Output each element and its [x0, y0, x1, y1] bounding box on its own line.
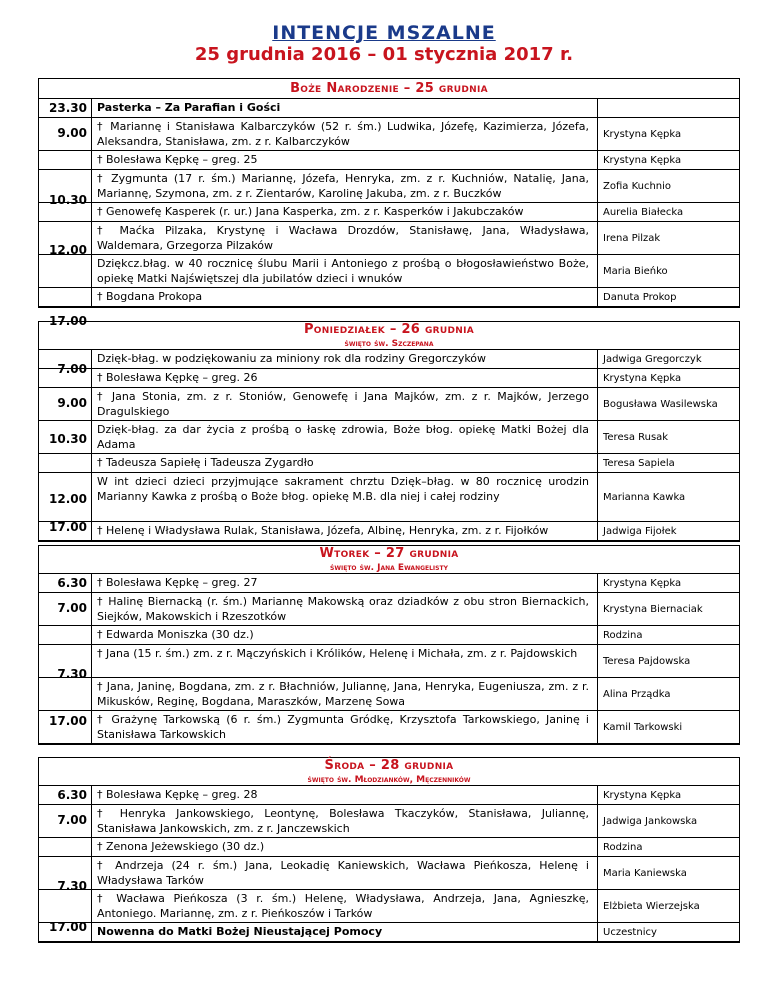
table-row [39, 711, 739, 744]
mass-time: 7.00 [57, 362, 87, 376]
table-row [39, 786, 739, 805]
table-row [39, 473, 739, 522]
table-row [39, 421, 739, 454]
table-row [39, 454, 739, 473]
table-row [39, 626, 739, 645]
intention-text: † Tadeusza Sapiełę i Tadeusza Zygardło [97, 456, 314, 469]
mass-time: 12.00 [49, 243, 87, 257]
intention-text: † Maćka Pilzaka, Krystynę i Wacława Drozdów, Stanisławę, Jana, Władysława, Waldemara, Grzegorza Pilzaków [97, 224, 589, 252]
requester: Kamil Tarkowski [597, 711, 739, 743]
intention-text: † Helenę i Władysława Rulak, Stanisława, Józefa, Albinę, Henryka, zm. z r. Fijołków [97, 524, 549, 537]
requester: Krystyna Kępka [597, 574, 739, 592]
table-row [39, 222, 739, 255]
mass-time: 6.30 [57, 576, 87, 590]
section-title: Środa – 28 grudnia [324, 758, 454, 773]
mass-time: 17.00 [49, 920, 87, 934]
intention-text: † Henryka Jankowskiego, Leontynę, Bolesława Tkaczyków, Stanisława, Juliannę, Stanisława Jankowskich, zm. z r. Janczewskich [97, 807, 589, 835]
section-subtitle: święto św. Jana Ewangelisty [330, 563, 448, 573]
section-header [39, 322, 739, 350]
intention-text: † Jana, Janinę, Bogdana, zm. z r. Błachniów, Juliannę, Jana, Henryka, Eugeniusza, zm. z r. Mikusków, Reginę, Bogdana, Maraszków, Marzenę Sowa [97, 680, 589, 708]
section-header [39, 546, 739, 574]
mass-time: 17.00 [49, 520, 87, 534]
section-header [39, 758, 739, 786]
requester: Krystyna Kępka [597, 369, 739, 387]
intention-text: Dziękcz.błag. w 40 rocznicę ślubu Marii i Antoniego z prośbą o błogosławieństwo Boże, opiekę Matki Najświętszej dla jubilatów dzieci i wnuków [97, 257, 589, 285]
section-tuesday [38, 545, 740, 745]
page-title: INTENCJE MSZALNE [272, 22, 496, 44]
requester: Danuta Prokop [597, 288, 739, 306]
requester: Maria Bieńko [597, 255, 739, 287]
requester [597, 99, 739, 117]
table-row [39, 574, 739, 593]
table-row [39, 151, 739, 170]
table-row [39, 805, 739, 838]
requester: Marianna Kawka [597, 473, 739, 521]
intention-text: † Jana Stonia, zm. z r. Stoniów, Genowefę i Jana Majków, zm. z r. Majków, Jerzego Dragulskiego [97, 390, 589, 418]
intention-text: † Genowefę Kasperek (r. ur.) Jana Kasperka, zm. z r. Kasperków i Jakubczaków [97, 205, 524, 218]
mass-time: 10.30 [49, 193, 87, 207]
mass-time: 9.00 [57, 396, 87, 410]
intention-text: † Zenona Jeżewskiego (30 dz.) [97, 840, 265, 853]
table-row [39, 388, 739, 421]
mass-time: 7.30 [57, 879, 87, 893]
intention-text: † Bolesława Kępkę – greg. 26 [97, 371, 258, 384]
rows [39, 574, 739, 744]
requester: Rodzina [597, 626, 739, 644]
mass-time: 10.30 [49, 432, 87, 446]
section-christmas [38, 78, 740, 328]
mass-time: 7.00 [57, 813, 87, 827]
table-row [39, 890, 739, 923]
intention-text: † Halinę Biernacką (r. śm.) Mariannę Makowską oraz dziadków z obu stron Biernackich, Siejków, Makowskich i Rzeszotków [97, 595, 589, 623]
rows [39, 786, 739, 942]
section-wednesday [38, 757, 740, 943]
mass-time: 7.30 [57, 667, 87, 681]
requester: Jadwiga Fijołek [597, 522, 739, 540]
table-row [39, 857, 739, 890]
mass-time: 9.00 [57, 126, 87, 140]
requester: Teresa Sapiela [597, 454, 739, 472]
intention-text: Pasterka – Za Parafian i Gości [97, 101, 281, 114]
table-row [39, 369, 739, 388]
time-column [39, 99, 92, 328]
section-subtitle: święto św. Szczepana [344, 339, 434, 349]
intention-text: Nowenna do Matki Bożej Nieustającej Pomocy [97, 925, 383, 938]
table-row [39, 522, 739, 541]
time-column [39, 786, 92, 942]
section-title: Boże Narodzenie – 25 grudnia [290, 81, 488, 96]
page-dates: 25 grudnia 2016 – 01 stycznia 2017 r. [194, 44, 574, 65]
requester: Aurelia Białecka [597, 203, 739, 221]
intention-text: † Wacława Pieńkosza (3 r. śm.) Helenę, Władysława, Andrzeja, Jana, Agnieszkę, Antoniego. Mariannę, zm. z r. Pieńkoszów i Tarków [97, 892, 589, 920]
requester: Jadwiga Gregorczyk [597, 350, 739, 368]
table-row [39, 255, 739, 288]
section-title: Poniedziałek – 26 grudnia [303, 322, 475, 337]
requester: Jadwiga Jankowska [597, 805, 739, 837]
table-row [39, 923, 739, 942]
table-row [39, 288, 739, 307]
table-row [39, 118, 739, 151]
intention-text: † Andrzeja (24 r. śm.) Jana, Leokadię Kaniewskich, Wacława Pieńkosza, Helenę i Władysława Tarków [97, 859, 589, 887]
mass-time: 17.00 [49, 314, 87, 328]
intention-text: Dzięk-błag. za dar życia z prośbą o łaskę zdrowia, Boże błog. opiekę Matki Bożej dla Adama [97, 423, 589, 451]
requester: Maria Kaniewska [597, 857, 739, 889]
requester: Krystyna Biernaciak [597, 593, 739, 625]
table-row [39, 350, 739, 369]
table-row [39, 203, 739, 222]
intention-text: † Bogdana Prokopa [97, 290, 203, 303]
requester: Rodzina [597, 838, 739, 856]
requester: Irena Pilzak [597, 222, 739, 254]
intention-text: † Grażynę Tarkowską (6 r. śm.) Zygmunta Gródkę, Krzysztofa Tarkowskiego, Janinę i Stanisława Tarkowskich [97, 713, 589, 741]
table-row [39, 678, 739, 711]
intention-text: W int dzieci dzieci przyjmujące sakrament chrztu Dzięk–błag. w 80 rocznicę urodzin Marianny Kawka z prośbą o Boże błog. opiekę M.B. dla niej i całej rodziny [97, 475, 589, 503]
intention-text: † Bolesława Kępkę – greg. 28 [97, 788, 258, 801]
intention-text: † Mariannę i Stanisława Kalbarczyków (52 r. śm.) Ludwika, Józefę, Kazimierza, Józefa, Aleksandra, Stanisława, zm. z r. Kalbarczyków [97, 120, 589, 148]
requester: Elżbieta Wierzejska [597, 890, 739, 922]
requester: Teresa Pajdowska [597, 645, 739, 677]
section-title: Wtorek – 27 grudnia [319, 546, 459, 561]
table-row [39, 593, 739, 626]
rows [39, 99, 739, 328]
section-header [39, 79, 739, 99]
intention-text: † Bolesława Kępkę – greg. 25 [97, 153, 258, 166]
intention-text: † Zygmunta (17 r. śm.) Mariannę, Józefa, Henryka, zm. z r. Kuchniów, Natalię, Jana, Mariannę, Szymona, zm. z r. Zientarów, Karolinę Jakuba, zm. z r. Buczków [97, 172, 589, 200]
requester: Zofia Kuchnio [597, 170, 739, 202]
intention-text: † Bolesława Kępkę – greg. 27 [97, 576, 258, 589]
requester: Bogusława Wasilewska [597, 388, 739, 420]
table-row [39, 838, 739, 857]
time-column [39, 350, 92, 541]
table-row [39, 170, 739, 203]
mass-time: 12.00 [49, 492, 87, 506]
time-column [39, 574, 92, 744]
intention-text: † Jana (15 r. śm.) zm. z r. Mączyńskich i Królików, Helenę i Michała, zm. z r. Pajdowskich [97, 647, 578, 660]
requester: Krystyna Kępka [597, 151, 739, 169]
requester: Krystyna Kępka [597, 786, 739, 804]
mass-time: 6.30 [57, 788, 87, 802]
table-row [39, 99, 739, 118]
mass-time: 17.00 [49, 714, 87, 728]
section-monday [38, 321, 740, 542]
requester: Teresa Rusak [597, 421, 739, 453]
requester: Krystyna Kępka [597, 118, 739, 150]
requester: Alina Prządka [597, 678, 739, 710]
table-row [39, 645, 739, 678]
rows [39, 350, 739, 541]
intention-text: Dzięk-błag. w podziękowaniu za miniony rok dla rodziny Gregorczyków [97, 352, 487, 365]
mass-time: 7.00 [57, 601, 87, 615]
intention-text: † Edwarda Moniszka (30 dz.) [97, 628, 254, 641]
requester: Uczestnicy [597, 923, 739, 941]
section-subtitle: święto św. Młodzianków, Męczenników [307, 775, 471, 785]
mass-time: 23.30 [49, 101, 87, 115]
